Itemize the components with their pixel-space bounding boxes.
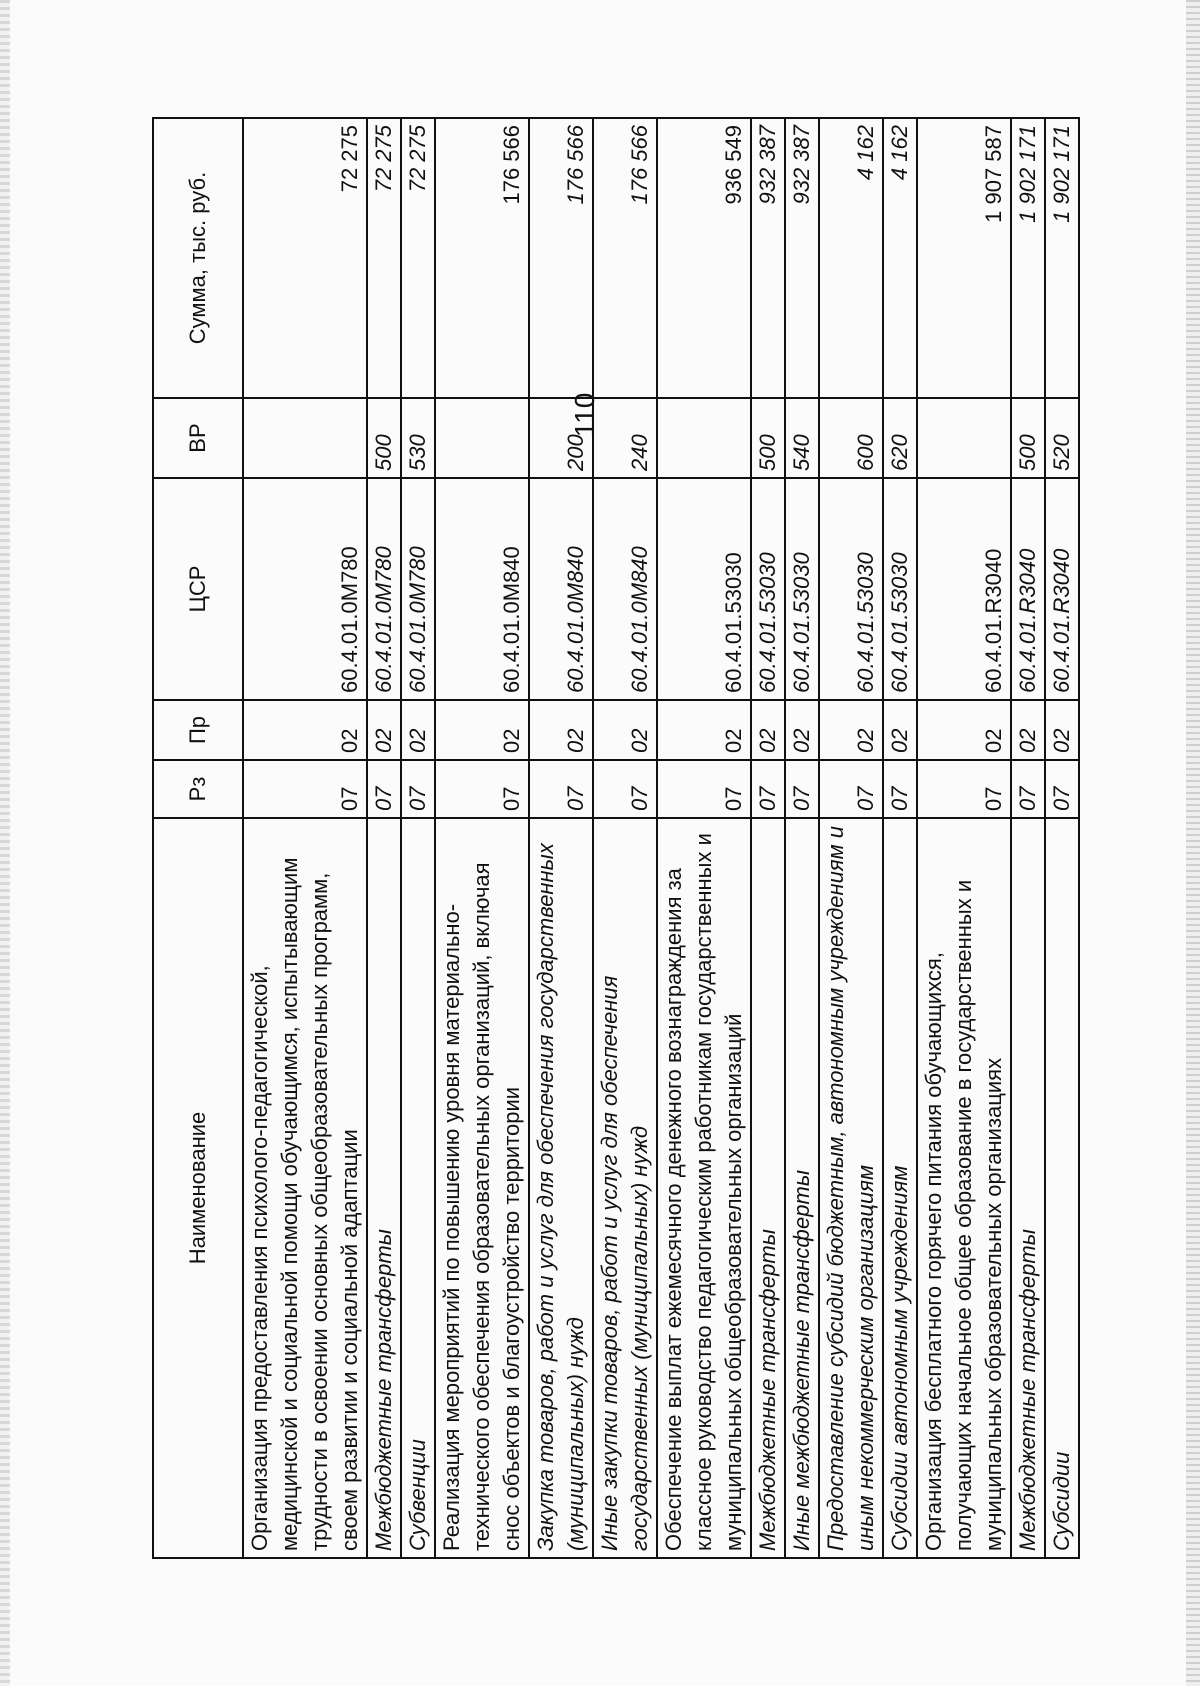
table-row bbox=[657, 118, 751, 1558]
cell-pr: 02 bbox=[1045, 700, 1079, 760]
cell-name: Межбюджетные трансферты bbox=[367, 818, 401, 1558]
cell-pr: 02 bbox=[819, 700, 883, 760]
table-row bbox=[1011, 118, 1045, 1558]
table-row bbox=[819, 118, 883, 1558]
cell-csr: 60.4.01.53030 bbox=[819, 478, 883, 700]
header-rz: Рз bbox=[153, 760, 243, 818]
table-row bbox=[917, 118, 1011, 1558]
cell-csr: 60.4.01.0М840 bbox=[435, 478, 529, 700]
cell-sum: 72 275 bbox=[401, 118, 435, 398]
cell-pr: 02 bbox=[593, 700, 657, 760]
table-row bbox=[883, 118, 917, 1558]
cell-name: Обеспечение выплат ежемесячного денежного вознаграждения за классное руководство педагогическим работникам государственных и муниципальных общеобразовательных организаций bbox=[657, 818, 751, 1558]
cell-vr: 520 bbox=[1045, 398, 1079, 478]
cell-sum: 72 275 bbox=[367, 118, 401, 398]
cell-rz: 07 bbox=[401, 760, 435, 818]
cell-pr: 02 bbox=[657, 700, 751, 760]
cell-csr: 60.4.01.53030 bbox=[751, 478, 785, 700]
header-sum: Сумма, тыс. руб. bbox=[153, 118, 243, 398]
cell-name: Субвенции bbox=[401, 818, 435, 1558]
cell-csr: 60.4.01.R3040 bbox=[917, 478, 1011, 700]
cell-vr: 500 bbox=[751, 398, 785, 478]
table-row bbox=[751, 118, 785, 1558]
cell-sum: 72 275 bbox=[243, 118, 367, 398]
cell-pr: 02 bbox=[917, 700, 1011, 760]
cell-pr: 02 bbox=[401, 700, 435, 760]
cell-pr: 02 bbox=[529, 700, 593, 760]
cell-vr bbox=[243, 398, 367, 478]
cell-sum: 4 162 bbox=[883, 118, 917, 398]
cell-vr bbox=[917, 398, 1011, 478]
cell-pr: 02 bbox=[751, 700, 785, 760]
cell-csr: 60.4.01.53030 bbox=[657, 478, 751, 700]
table-row bbox=[529, 118, 593, 1558]
cell-vr: 240 bbox=[593, 398, 657, 478]
cell-csr: 60.4.01.0М780 bbox=[243, 478, 367, 700]
cell-rz: 07 bbox=[883, 760, 917, 818]
table-row bbox=[367, 118, 401, 1558]
cell-vr bbox=[657, 398, 751, 478]
cell-sum: 936 549 bbox=[657, 118, 751, 398]
cell-pr: 02 bbox=[367, 700, 401, 760]
page-number: 110 bbox=[569, 392, 600, 438]
cell-pr: 02 bbox=[883, 700, 917, 760]
cell-csr: 60.4.01.0М780 bbox=[367, 478, 401, 700]
cell-rz: 07 bbox=[1011, 760, 1045, 818]
cell-name: Субсидии bbox=[1045, 818, 1079, 1558]
cell-csr: 60.4.01.0М840 bbox=[529, 478, 593, 700]
table-row bbox=[785, 118, 819, 1558]
cell-vr: 540 bbox=[785, 398, 819, 478]
cell-pr: 02 bbox=[435, 700, 529, 760]
table-row bbox=[1045, 118, 1079, 1558]
scan-edge-right bbox=[1186, 0, 1200, 1686]
cell-name: Межбюджетные трансферты bbox=[751, 818, 785, 1558]
cell-csr: 60.4.01.53030 bbox=[883, 478, 917, 700]
cell-rz: 07 bbox=[819, 760, 883, 818]
cell-csr: 60.4.01.53030 bbox=[785, 478, 819, 700]
cell-name: Организация предоставления психолого-педагогической, медицинской и социальной помощи обучающимся, испытывающим трудности в освоении основных общеобразовательных программ, своем развитии и социальной адаптации bbox=[243, 818, 367, 1558]
cell-name: Организация бесплатного горячего питания обучающихся, получающих начальное общее образование в государственных и муниципальных образовательных организациях bbox=[917, 818, 1011, 1558]
cell-rz: 07 bbox=[917, 760, 1011, 818]
header-vr: ВР bbox=[153, 398, 243, 478]
table-row bbox=[401, 118, 435, 1558]
cell-sum: 176 566 bbox=[593, 118, 657, 398]
cell-pr: 02 bbox=[243, 700, 367, 760]
cell-sum: 4 162 bbox=[819, 118, 883, 398]
cell-vr: 620 bbox=[883, 398, 917, 478]
table-body bbox=[243, 118, 1079, 1558]
cell-vr: 530 bbox=[401, 398, 435, 478]
cell-rz: 07 bbox=[367, 760, 401, 818]
budget-table bbox=[152, 117, 1080, 1559]
cell-csr: 60.4.01.R3040 bbox=[1045, 478, 1079, 700]
cell-rz: 07 bbox=[529, 760, 593, 818]
header-pr: Пр bbox=[153, 700, 243, 760]
table-header-row bbox=[153, 118, 243, 1558]
scan-edge-left bbox=[0, 0, 10, 1686]
cell-name: Межбюджетные трансферты bbox=[1011, 818, 1045, 1558]
cell-pr: 02 bbox=[1011, 700, 1045, 760]
cell-name: Реализация мероприятий по повышению уровня материально-технического обеспечения образовательных организаций, включая снос объектов и благоустройство территории bbox=[435, 818, 529, 1558]
cell-vr: 500 bbox=[1011, 398, 1045, 478]
cell-vr: 500 bbox=[367, 398, 401, 478]
header-csr: ЦСР bbox=[153, 478, 243, 700]
cell-name: Иные закупки товаров, работ и услуг для обеспечения государственных (муниципальных) нужд bbox=[593, 818, 657, 1558]
header-name: Наименование bbox=[153, 818, 243, 1558]
cell-name: Предоставление субсидий бюджетным, автономным учреждениям и иным некоммерческим организациям bbox=[819, 818, 883, 1558]
cell-sum: 1 902 171 bbox=[1011, 118, 1045, 398]
cell-name: Закупка товаров, работ и услуг для обеспечения государственных (муниципальных) нужд bbox=[529, 818, 593, 1558]
cell-csr: 60.4.01.R3040 bbox=[1011, 478, 1045, 700]
cell-csr: 60.4.01.0М840 bbox=[593, 478, 657, 700]
cell-pr: 02 bbox=[785, 700, 819, 760]
cell-vr: 600 bbox=[819, 398, 883, 478]
cell-vr: 200 bbox=[529, 398, 593, 478]
cell-rz: 07 bbox=[435, 760, 529, 818]
cell-sum: 932 387 bbox=[785, 118, 819, 398]
cell-sum: 176 566 bbox=[435, 118, 529, 398]
cell-rz: 07 bbox=[1045, 760, 1079, 818]
table-row bbox=[243, 118, 367, 1558]
cell-rz: 07 bbox=[785, 760, 819, 818]
cell-rz: 07 bbox=[593, 760, 657, 818]
cell-name: Субсидии автономным учреждениям bbox=[883, 818, 917, 1558]
cell-csr: 60.4.01.0М780 bbox=[401, 478, 435, 700]
cell-sum: 1 902 171 bbox=[1045, 118, 1079, 398]
cell-name: Иные межбюджетные трансферты bbox=[785, 818, 819, 1558]
cell-rz: 07 bbox=[657, 760, 751, 818]
table-row bbox=[435, 118, 529, 1558]
rotated-table-container bbox=[152, 119, 1074, 1559]
cell-sum: 1 907 587 bbox=[917, 118, 1011, 398]
table-row bbox=[593, 118, 657, 1558]
cell-vr bbox=[435, 398, 529, 478]
cell-rz: 07 bbox=[751, 760, 785, 818]
cell-sum: 176 566 bbox=[529, 118, 593, 398]
cell-rz: 07 bbox=[243, 760, 367, 818]
cell-sum: 932 387 bbox=[751, 118, 785, 398]
